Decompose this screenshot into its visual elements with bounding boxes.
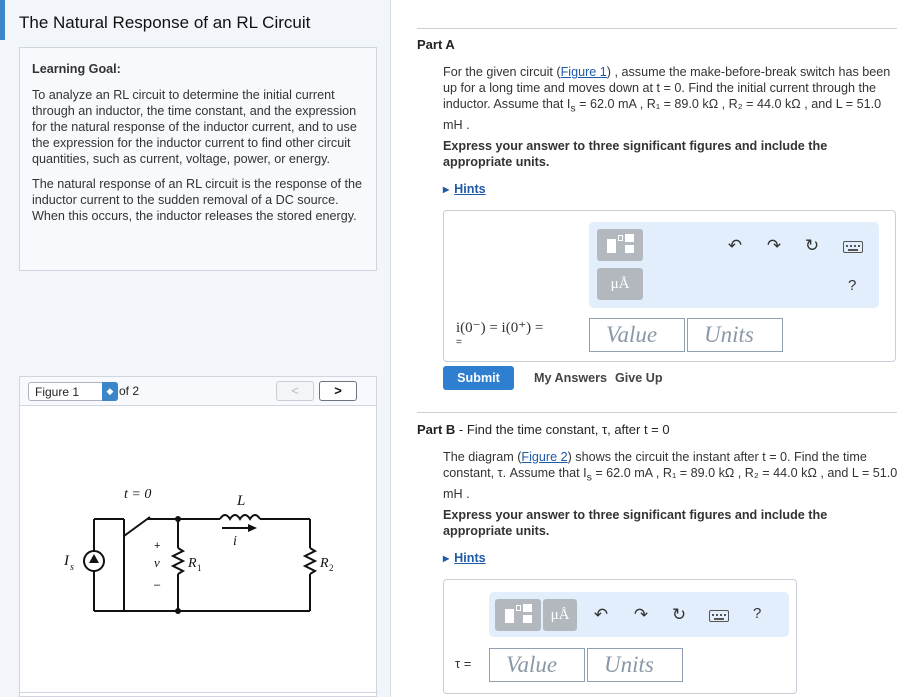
part-a-answer-box [443,210,896,362]
next-figure-button[interactable]: > [319,381,357,401]
r2-subscript: 2 [329,563,334,573]
accent-bar [0,0,5,40]
figure-panel-divider [20,692,378,693]
r1-subscript: 1 [197,563,202,573]
minus-sign: – [154,579,161,591]
inductor-label: L [237,493,246,509]
keyboard-icon[interactable] [709,610,729,622]
divider [417,412,897,413]
part-a-hints-toggle[interactable]: ▶ Hints [443,182,486,196]
redo-icon[interactable]: ↷ [766,236,782,255]
units-button[interactable]: μÅ [597,268,643,300]
page-title: The Natural Response of an RL Circuit [19,13,311,32]
figure-toolbar [19,376,377,406]
part-a-units-input[interactable]: Units [687,318,783,352]
r2-label: R [320,556,329,571]
voltage-label: v [154,555,160,570]
part-b-value-input[interactable]: Value [489,648,585,682]
units-button[interactable]: μÅ [543,599,577,631]
learning-goal-box [19,47,377,271]
undo-icon[interactable]: ↶ [593,605,609,624]
chevron-updown-icon[interactable]: ◆ [102,382,118,401]
circuit-diagram [50,476,340,626]
figure-1-link[interactable]: Figure 1 [560,65,607,79]
figure-panel [19,406,377,697]
part-b-answer-box [443,579,797,694]
part-b-math-toolbar [489,592,789,637]
divider [417,28,897,29]
r1-label: R [188,556,197,571]
figure-count: of 2 [119,384,140,398]
help-button[interactable]: ? [848,277,857,294]
right-panel [392,0,913,697]
switch-label: t = 0 [124,487,152,502]
figure-2-link[interactable]: Figure 2 [521,450,568,464]
templates-icon[interactable] [495,599,541,631]
triangle-right-icon: ▶ [443,554,450,563]
give-up-link[interactable]: Give Up [615,371,663,385]
part-b-units-input[interactable]: Units [587,648,683,682]
figure-select[interactable]: Figure 1 [28,382,118,401]
part-a-math-toolbar [589,222,879,308]
part-b-equation-label: τ = [455,656,472,671]
part-a-equation-label: i(0⁻) = i(0⁺) = [456,320,544,336]
source-subscript: s [70,562,74,573]
part-a-question: For the given circuit (Figure 1) , assume the make-before-break switch has been up for a long time and moves down at t = 0. Find the initial current through the inductor. Assume that $I_s = 62.0$ mA , R₁ = 89.0 kΩ , R₂ = 44.0 kΩ , and L = 51.0 mH . [443,65,891,132]
redo-icon[interactable]: ↷ [633,605,649,624]
my-answers-link[interactable]: My Answers [534,371,608,385]
part-b-question: The diagram (Figure 2) shows the circuit the instant after t = 0. Find the time constant, τ. Assume that $I_s = 62.0$ mA , R₁ = 89.0 kΩ , R₂ = 44.0 kΩ , and L = 51.0 mH . [443,450,898,501]
triangle-right-icon: ▶ [443,185,450,194]
part-b-hints-toggle[interactable]: ▶ Hints [443,551,486,565]
part-a-instruction: Express your answer to three significant figures and include the appropriate units. [443,139,828,169]
learning-goal-text: To analyze an RL circuit to determine the initial current through an inductor, the time constant, and the expression for the natural response of the inductor current, and to use the expression for the inductor current to find other circuit quantities, such as current, voltage, power, or energy. [32,88,357,166]
reset-icon[interactable]: ↻ [804,236,820,255]
submit-button[interactable]: Submit [443,366,514,390]
part-b-instruction: Express your answer to three significant figures and include the appropriate units. [443,508,828,538]
keyboard-icon[interactable] [843,241,863,253]
part-a-value-input[interactable]: Value [589,318,685,352]
learning-goal-heading: Learning Goal: [32,62,121,76]
prev-figure-button[interactable]: < [276,381,314,401]
part-a-title: Part A [417,37,455,52]
undo-icon[interactable]: ↶ [727,236,743,255]
plus-sign: + [154,540,161,552]
templates-icon[interactable] [597,229,643,261]
source-label: I [64,553,69,569]
equation-mark: = [456,337,462,348]
left-panel [0,0,391,697]
intro-text: The natural response of an RL circuit is the response of the inductor current to the sudden removal of a DC source. When this occurs, the inductor releases the stored energy. [32,177,362,223]
current-label: i [233,534,237,549]
help-button[interactable]: ? [753,605,762,622]
reset-icon[interactable]: ↻ [671,605,687,624]
part-b-title: Part B - Find the time constant, τ, after t = 0 [417,422,670,437]
